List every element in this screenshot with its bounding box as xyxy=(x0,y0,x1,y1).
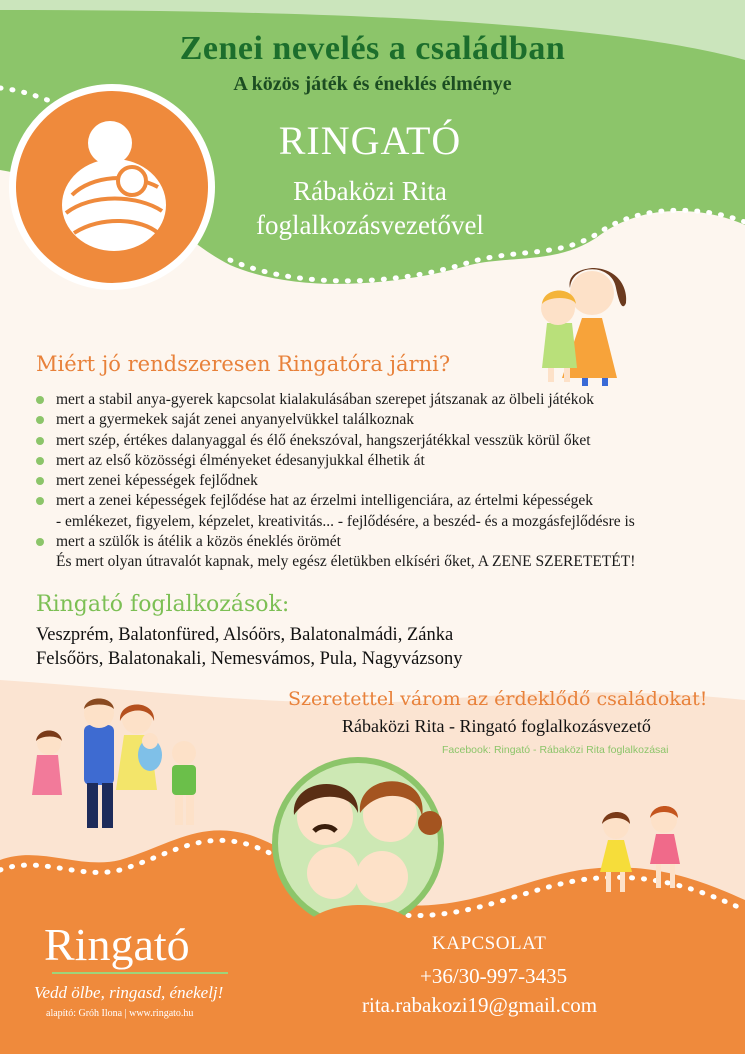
reason-continuation: - emlékezet, figyelem, képzelet, kreativitás... - fejlődésére, a beszéd- és a mozgásfejlődésre is xyxy=(56,512,635,530)
reason-text: mert az első közösségi élményeket édesanyjukkal élhetik át xyxy=(56,451,425,469)
leader-role: foglalkozásvezetővel xyxy=(256,210,484,240)
list-item xyxy=(36,471,726,491)
email-address[interactable]: rita.rabakozi19@gmail.com xyxy=(362,993,598,1017)
signature: Rábaközi Rita - Ringató foglalkozásvezető xyxy=(342,716,651,736)
list-item xyxy=(36,390,726,410)
reason-text: mert zenei képességek fejlődnek xyxy=(56,472,258,490)
brand-underline xyxy=(52,972,228,974)
list-item xyxy=(36,431,726,451)
reason-text: mert szép, értékes dalanyaggal és élő énekszóval, hangszerjátékkal vesszük körül őket xyxy=(56,431,591,449)
bullet-icon xyxy=(36,477,44,485)
reason-continuation: És mert olyan útravalót kapnak, mely egész életükben elkíséri őket, A ZENE SZERETETÉT! xyxy=(56,553,636,571)
dancing-girls-illustration xyxy=(590,800,700,900)
sessions-heading: Ringató foglalkozások: xyxy=(36,592,290,617)
girls-illustration xyxy=(522,258,632,388)
brand-logo-text: Ringató xyxy=(44,919,190,970)
family-portrait-illustration xyxy=(270,755,450,935)
bullet-icon xyxy=(36,396,44,404)
towns-line: Felsőörs, Balatonakali, Nemesvámos, Pula, Nagyvázsony xyxy=(36,649,463,669)
ringato-logo-icon xyxy=(52,115,172,255)
bullet-icon xyxy=(36,437,44,445)
reasons-list xyxy=(36,390,726,573)
program-name: RINGATÓ xyxy=(278,118,462,163)
sessions-towns xyxy=(36,623,462,671)
family-illustration xyxy=(32,695,217,835)
list-item xyxy=(36,532,726,573)
list-item xyxy=(36,491,726,532)
bullet-icon xyxy=(36,457,44,465)
reason-text: mert a zenei képességek fejlődése hat az érzelmi intelligenciára, az értelmi képességek xyxy=(56,492,594,510)
founder-credit: alapító: Gróh Ilona | www.ringato.hu xyxy=(46,1008,194,1019)
reason-text: mert a szülők is átélik a közös éneklés örömét xyxy=(56,533,341,551)
list-item xyxy=(36,410,726,430)
towns-line: Veszprém, Balatonfüred, Alsóörs, Balatonalmádi, Zánka xyxy=(36,625,454,645)
leader-name: Rábaközi Rita xyxy=(293,176,447,206)
phone-number[interactable]: +36/30-997-3435 xyxy=(420,964,568,988)
page-title: Zenei nevelés a családban xyxy=(179,30,566,67)
contact-heading: KAPCSOLAT xyxy=(432,933,547,954)
bullet-icon xyxy=(36,416,44,424)
reasons-heading: Miért jó rendszeresen Ringatóra járni? xyxy=(36,352,451,376)
welcome-text: Szeretettel várom az érdeklődő családokat! xyxy=(288,688,708,710)
page-subtitle: A közös játék és éneklés élménye xyxy=(233,73,512,95)
reason-text: mert a stabil anya-gyerek kapcsolat kialakulásában szerepet játszanak az ölbeli játékok xyxy=(56,391,594,408)
reason-text: mert a gyermekek saját zenei anyanyelvükkel találkoznak xyxy=(56,411,415,429)
facebook-link[interactable]: Facebook: Ringató - Rábaközi Rita foglalkozásai xyxy=(442,744,669,756)
bullet-icon xyxy=(36,497,44,505)
slogan: Vedd ölbe, ringasd, énekelj! xyxy=(34,983,224,1002)
bullet-icon xyxy=(36,538,44,546)
list-item xyxy=(36,451,726,471)
